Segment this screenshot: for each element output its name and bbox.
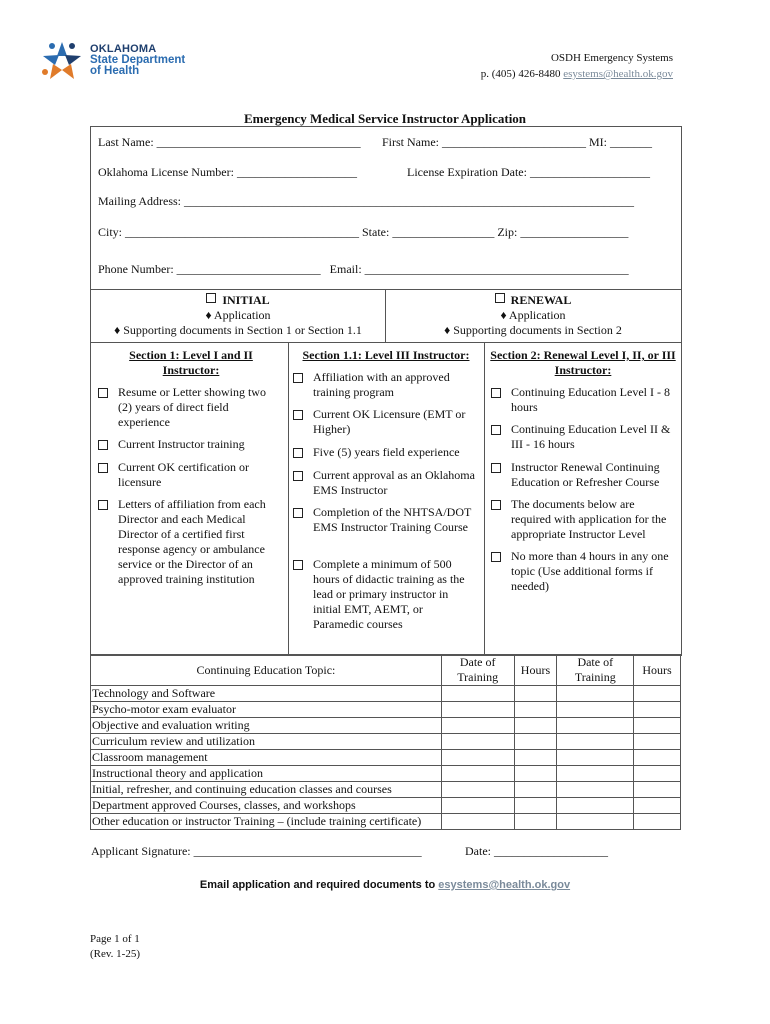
- topic-cell: Other education or instructor Training – (include training certificate): [91, 814, 442, 830]
- topic-cell: Initial, refresher, and continuing education classes and courses: [91, 782, 442, 798]
- date-cell[interactable]: [441, 798, 514, 814]
- table-row: [91, 814, 681, 830]
- table-row: [91, 734, 681, 750]
- hours-cell[interactable]: [514, 766, 557, 782]
- section2-item-1[interactable]: Continuing Education Level I - 8 hours: [491, 385, 677, 415]
- checkbox[interactable]: [491, 500, 501, 510]
- org-name: OSDH Emergency Systems: [550, 52, 673, 64]
- hours-cell[interactable]: [634, 798, 681, 814]
- email-instructions-link[interactable]: esystems@health.ok.gov: [438, 879, 571, 891]
- revision: (Rev. 1-25): [90, 948, 140, 960]
- date-cell[interactable]: [441, 686, 514, 702]
- form-title: Emergency Medical Service Instructor Application: [243, 111, 527, 126]
- section-divider-1: [288, 343, 289, 655]
- section2-heading: Section 2: Renewal Level I, II, or III Instructor:: [490, 348, 676, 377]
- section1-item-1[interactable]: Resume or Letter showing two (2) years of direct field experience: [98, 385, 278, 430]
- topic-cell: Curriculum review and utilization: [91, 734, 442, 750]
- table-row: [91, 766, 681, 782]
- org-phone: p. (405) 426-8480: [480, 68, 561, 80]
- date-cell[interactable]: [557, 782, 634, 798]
- email-instructions-text: Email application and required documents to: [199, 879, 439, 891]
- logo-line-2: State Department: [90, 54, 186, 66]
- checkbox[interactable]: [293, 560, 303, 570]
- applicant-signature-field[interactable]: Applicant Signature: ______________________________________: [91, 844, 422, 858]
- section11-item-6[interactable]: Complete a minimum of 500 hours of didactic training as the lead or primary instructor in initial EMT, AEMT, or Paramedic courses: [293, 557, 475, 632]
- renewal-line-1: ♦ Application: [500, 308, 566, 322]
- topic-cell: Department approved Courses, classes, and workshops: [91, 798, 442, 814]
- renewal-checkbox[interactable]: [495, 293, 505, 303]
- col-hours-1: Hours: [514, 655, 557, 686]
- date-cell[interactable]: [557, 702, 634, 718]
- date-cell[interactable]: [441, 766, 514, 782]
- checkbox[interactable]: [491, 425, 501, 435]
- first-name-field[interactable]: First Name: ________________________ MI: _______: [382, 135, 652, 149]
- hours-cell[interactable]: [514, 750, 557, 766]
- initial-option[interactable]: [91, 293, 385, 308]
- section11-item-5[interactable]: Completion of the NHTSA/DOT EMS Instructor Training Course: [293, 505, 475, 535]
- phone-email-field[interactable]: Phone Number: ________________________ Email: ____________________________________________: [98, 262, 629, 276]
- col-hours-2: Hours: [634, 655, 681, 686]
- date-cell[interactable]: [557, 750, 634, 766]
- application-type-box: [90, 289, 682, 343]
- topic-cell: Classroom management: [91, 750, 442, 766]
- hours-cell[interactable]: [634, 718, 681, 734]
- topic-cell: Objective and evaluation writing: [91, 718, 442, 734]
- section1-item-2[interactable]: Current Instructor training: [98, 437, 278, 452]
- date-cell[interactable]: [557, 686, 634, 702]
- initial-label: INITIAL: [222, 293, 270, 307]
- checkbox[interactable]: [293, 410, 303, 420]
- mailing-address-field[interactable]: Mailing Address: ___________________________________________________________________________: [98, 194, 634, 208]
- checkbox[interactable]: [491, 552, 501, 562]
- date-cell[interactable]: [557, 734, 634, 750]
- initial-block: [91, 293, 385, 338]
- table-row: [91, 750, 681, 766]
- hours-cell[interactable]: [634, 814, 681, 830]
- section2-item-5[interactable]: No more than 4 hours in any one topic (Use additional forms if needed): [491, 549, 677, 594]
- hours-cell[interactable]: [514, 782, 557, 798]
- checkbox[interactable]: [293, 508, 303, 518]
- date-cell[interactable]: [441, 734, 514, 750]
- topic-cell: Instructional theory and application: [91, 766, 442, 782]
- checkbox[interactable]: [293, 448, 303, 458]
- section1-item-4[interactable]: Letters of affiliation from each Director and each Medical Director of a certified first response agency or ambulance service or the Director of an approved training institution: [98, 497, 278, 587]
- hours-cell[interactable]: [514, 686, 557, 702]
- last-name-field[interactable]: Last Name: __________________________________: [98, 135, 361, 149]
- hours-cell[interactable]: [514, 718, 557, 734]
- section-divider-2: [484, 343, 485, 655]
- checkbox[interactable]: [293, 373, 303, 383]
- table-header-row: [91, 655, 681, 686]
- hours-cell[interactable]: [634, 702, 681, 718]
- section11-item-2[interactable]: Current OK Licensure (EMT or Higher): [293, 407, 475, 437]
- hours-cell[interactable]: [634, 734, 681, 750]
- renewal-block: [385, 293, 681, 338]
- section2-item-4[interactable]: The documents below are required with application for the appropriate Instructor Level: [491, 497, 677, 542]
- section11-item-1[interactable]: Affiliation with an approved training program: [293, 370, 475, 400]
- org-email-link[interactable]: esystems@health.ok.gov: [563, 68, 673, 80]
- checkbox[interactable]: [98, 500, 108, 510]
- checkbox[interactable]: [98, 388, 108, 398]
- date-cell[interactable]: [557, 798, 634, 814]
- date-cell[interactable]: [557, 814, 634, 830]
- logo-wordmark: [90, 44, 185, 77]
- section11-item-4[interactable]: Current approval as an Oklahoma EMS Instructor: [293, 468, 475, 498]
- org-phone-email: [481, 66, 673, 82]
- date-cell[interactable]: [557, 766, 634, 782]
- checkbox[interactable]: [98, 440, 108, 450]
- section11-item-3[interactable]: Five (5) years field experience: [293, 445, 475, 460]
- requirements-box: [90, 342, 682, 656]
- topic-cell: Technology and Software: [91, 686, 442, 702]
- hours-cell[interactable]: [514, 734, 557, 750]
- logo-line-3: of Health: [90, 65, 140, 77]
- table-row: [91, 798, 681, 814]
- renewal-line-2: ♦ Supporting documents in Section 2: [444, 323, 622, 337]
- date-cell[interactable]: [441, 702, 514, 718]
- table-row: [91, 782, 681, 798]
- page-footer: [90, 932, 140, 962]
- renewal-option[interactable]: [385, 293, 681, 308]
- hours-cell[interactable]: [514, 814, 557, 830]
- logo-line-1: OKLAHOMA: [90, 43, 157, 55]
- city-state-zip-field[interactable]: City: _______________________________________ State: _________________ Zip: __________________: [98, 225, 629, 239]
- hours-cell[interactable]: [634, 750, 681, 766]
- checkbox[interactable]: [491, 463, 501, 473]
- checkbox[interactable]: [293, 471, 303, 481]
- email-instructions: [0, 879, 770, 891]
- hours-cell[interactable]: [634, 782, 681, 798]
- date-cell[interactable]: [441, 750, 514, 766]
- hours-cell[interactable]: [514, 702, 557, 718]
- signature-date-field[interactable]: Date: ___________________: [465, 844, 608, 858]
- hours-cell[interactable]: [634, 766, 681, 782]
- hours-cell[interactable]: [634, 686, 681, 702]
- license-number-field[interactable]: Oklahoma License Number: ____________________: [98, 165, 357, 179]
- continuing-education-table: [90, 654, 681, 830]
- checkbox[interactable]: [491, 388, 501, 398]
- initial-line-2: ♦ Supporting documents in Section 1 or Section 1.1: [114, 323, 362, 337]
- section11-heading: Section 1.1: Level III Instructor:: [302, 348, 470, 362]
- table-row: [91, 702, 681, 718]
- table-row: [91, 686, 681, 702]
- page-number: Page 1 of 1: [90, 933, 140, 945]
- hours-cell[interactable]: [514, 798, 557, 814]
- date-cell[interactable]: [557, 718, 634, 734]
- renewal-label: RENEWAL: [510, 293, 572, 307]
- logo-star-icon: [40, 38, 88, 86]
- initial-checkbox[interactable]: [206, 293, 216, 303]
- col-date-1: Date of Training: [441, 655, 514, 686]
- section1-item-3[interactable]: Current OK certification or licensure: [98, 460, 278, 490]
- checkbox[interactable]: [98, 463, 108, 473]
- date-cell[interactable]: [441, 718, 514, 734]
- initial-line-1: ♦ Application: [205, 308, 271, 322]
- col-date-2: Date of Training: [557, 655, 634, 686]
- table-row: [91, 718, 681, 734]
- date-cell[interactable]: [441, 814, 514, 830]
- section2-item-3[interactable]: Instructor Renewal Continuing Education or Refresher Course: [491, 460, 677, 490]
- col-topic: Continuing Education Topic:: [91, 655, 442, 686]
- topic-cell: Psycho-motor exam evaluator: [91, 702, 442, 718]
- section1-heading: Section 1: Level I and II Instructor:: [129, 348, 253, 377]
- org-contact: [481, 50, 673, 82]
- date-cell[interactable]: [441, 782, 514, 798]
- section2-item-2[interactable]: Continuing Education Level II & III - 16 hours: [491, 422, 677, 452]
- license-expiration-field[interactable]: License Expiration Date: ____________________: [407, 165, 650, 179]
